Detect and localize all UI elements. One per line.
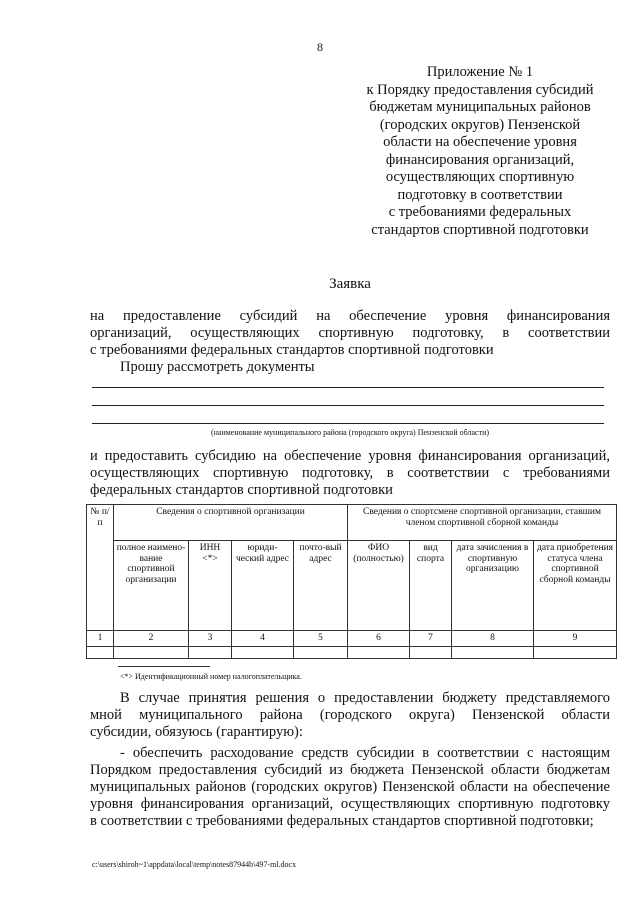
sub-header: ИНН <*> bbox=[189, 541, 232, 631]
column-number: 3 bbox=[189, 631, 232, 647]
document-title: Заявка bbox=[329, 276, 371, 292]
column-number: 6 bbox=[348, 631, 410, 647]
column-number: 1 bbox=[87, 631, 114, 647]
request-text: Прошу рассмотреть документы bbox=[120, 359, 315, 375]
obligation-line: муниципальных районов (городских округов) Пензенской области на обеспечение bbox=[90, 779, 610, 795]
appendix-line: финансирования организаций, bbox=[385, 151, 575, 168]
provide-line: и предоставить субсидию на обеспечение уровня финансирования организаций, bbox=[90, 448, 610, 464]
column-number: 4 bbox=[232, 631, 294, 647]
appendix-line: области на обеспечение уровня bbox=[383, 134, 577, 150]
col-number-header: № п/п bbox=[87, 505, 114, 631]
appendix-line: бюджетам муниципальных районов bbox=[369, 99, 591, 115]
table-cell[interactable] bbox=[452, 646, 534, 658]
footnote-separator bbox=[118, 666, 210, 667]
group-org-header: Сведения о спортивной организации bbox=[114, 505, 348, 541]
appendix-line: с требованиями федеральных bbox=[388, 204, 572, 220]
table-cell[interactable] bbox=[87, 646, 114, 658]
sub-header: вид спорта bbox=[410, 541, 452, 631]
subsidy-table bbox=[86, 504, 617, 659]
sub-header: дата приобретения статуса члена спортивной сборной команды bbox=[534, 541, 617, 631]
appendix-line: к Порядку предоставления субсидий bbox=[366, 81, 594, 98]
appendix-line: подготовку в соответствии bbox=[397, 186, 563, 203]
column-number: 9 bbox=[534, 631, 617, 647]
table-cell[interactable] bbox=[534, 646, 617, 658]
decision-line: В случае принятия решения о предоставлении бюджету представляемого bbox=[120, 690, 610, 706]
blank-line[interactable] bbox=[92, 387, 604, 388]
obligation-line: уровня финансирования организаций, осуществляющих спортивную подготовку bbox=[90, 796, 610, 812]
column-number: 8 bbox=[452, 631, 534, 647]
decision-line: мной муниципального района (городского округа) Пензенской области bbox=[90, 707, 610, 723]
appendix-line: осуществляющих спортивную bbox=[385, 169, 575, 185]
sub-header: ФИО (полностью) bbox=[348, 541, 410, 631]
table-cell[interactable] bbox=[294, 646, 348, 658]
provide-paragraph bbox=[90, 448, 610, 499]
blank-caption: (наименование муниципального района (городского округа) Пензенской области) bbox=[210, 428, 490, 437]
provide-line: федеральных стандартов спортивной подготовки bbox=[90, 482, 393, 498]
sub-header: почто-вый адрес bbox=[294, 541, 348, 631]
table-cell[interactable] bbox=[189, 646, 232, 658]
appendix-header bbox=[356, 64, 604, 239]
provide-line: осуществляющих спортивную подготовку, в соответствии с требованиями bbox=[90, 465, 610, 481]
decision-paragraph bbox=[90, 690, 610, 741]
intro-line: с требованиями федеральных стандартов спортивной подготовки bbox=[90, 342, 494, 358]
appendix-line: стандартов спортивной подготовки bbox=[371, 221, 589, 238]
obligation-paragraph bbox=[90, 745, 610, 830]
obligation-line: Порядком предоставления субсидий из бюджета Пензенской области бюджетам bbox=[90, 762, 610, 778]
obligation-line: в соответствии с требованиями федеральных стандартов спортивной подготовки; bbox=[90, 813, 594, 829]
appendix-line: Приложение № 1 bbox=[426, 64, 534, 80]
sub-header: полное наимено-вание спортивной организации bbox=[114, 541, 189, 631]
obligation-line: - обеспечить расходование средств субсидии в соответствии с настоящим bbox=[120, 745, 610, 761]
appendix-line: (городских округов) Пензенской bbox=[379, 116, 581, 133]
file-path: c:\users\shiroh~1\appdata\local\temp\notes87944b\497-ml.docx bbox=[92, 860, 297, 869]
table-cell[interactable] bbox=[114, 646, 189, 658]
intro-line: на предоставление субсидий на обеспечение уровня финансирования bbox=[90, 308, 610, 324]
table-cell[interactable] bbox=[232, 646, 294, 658]
blank-line[interactable] bbox=[92, 405, 604, 406]
column-number: 5 bbox=[294, 631, 348, 647]
footnote: <*> Идентификационный номер налогоплательщика. bbox=[120, 672, 302, 681]
column-number: 2 bbox=[114, 631, 189, 647]
page-number: 8 bbox=[317, 40, 323, 54]
blank-line[interactable] bbox=[92, 423, 604, 424]
intro-paragraph bbox=[90, 308, 610, 359]
group-athlete-header: Сведения о спортсмене спортивной организации, ставшим членом спортивной сборной команды bbox=[348, 505, 617, 541]
table-cell[interactable] bbox=[348, 646, 410, 658]
table-cell[interactable] bbox=[410, 646, 452, 658]
decision-line: субсидии, обязуюсь (гарантирую): bbox=[90, 724, 303, 740]
sub-header: дата зачисления в спортивную организацию bbox=[452, 541, 534, 631]
intro-line: организаций, осуществляющих спортивную подготовку, в соответствии bbox=[90, 325, 610, 341]
column-number: 7 bbox=[410, 631, 452, 647]
sub-header: юриди-ческий адрес bbox=[232, 541, 294, 631]
